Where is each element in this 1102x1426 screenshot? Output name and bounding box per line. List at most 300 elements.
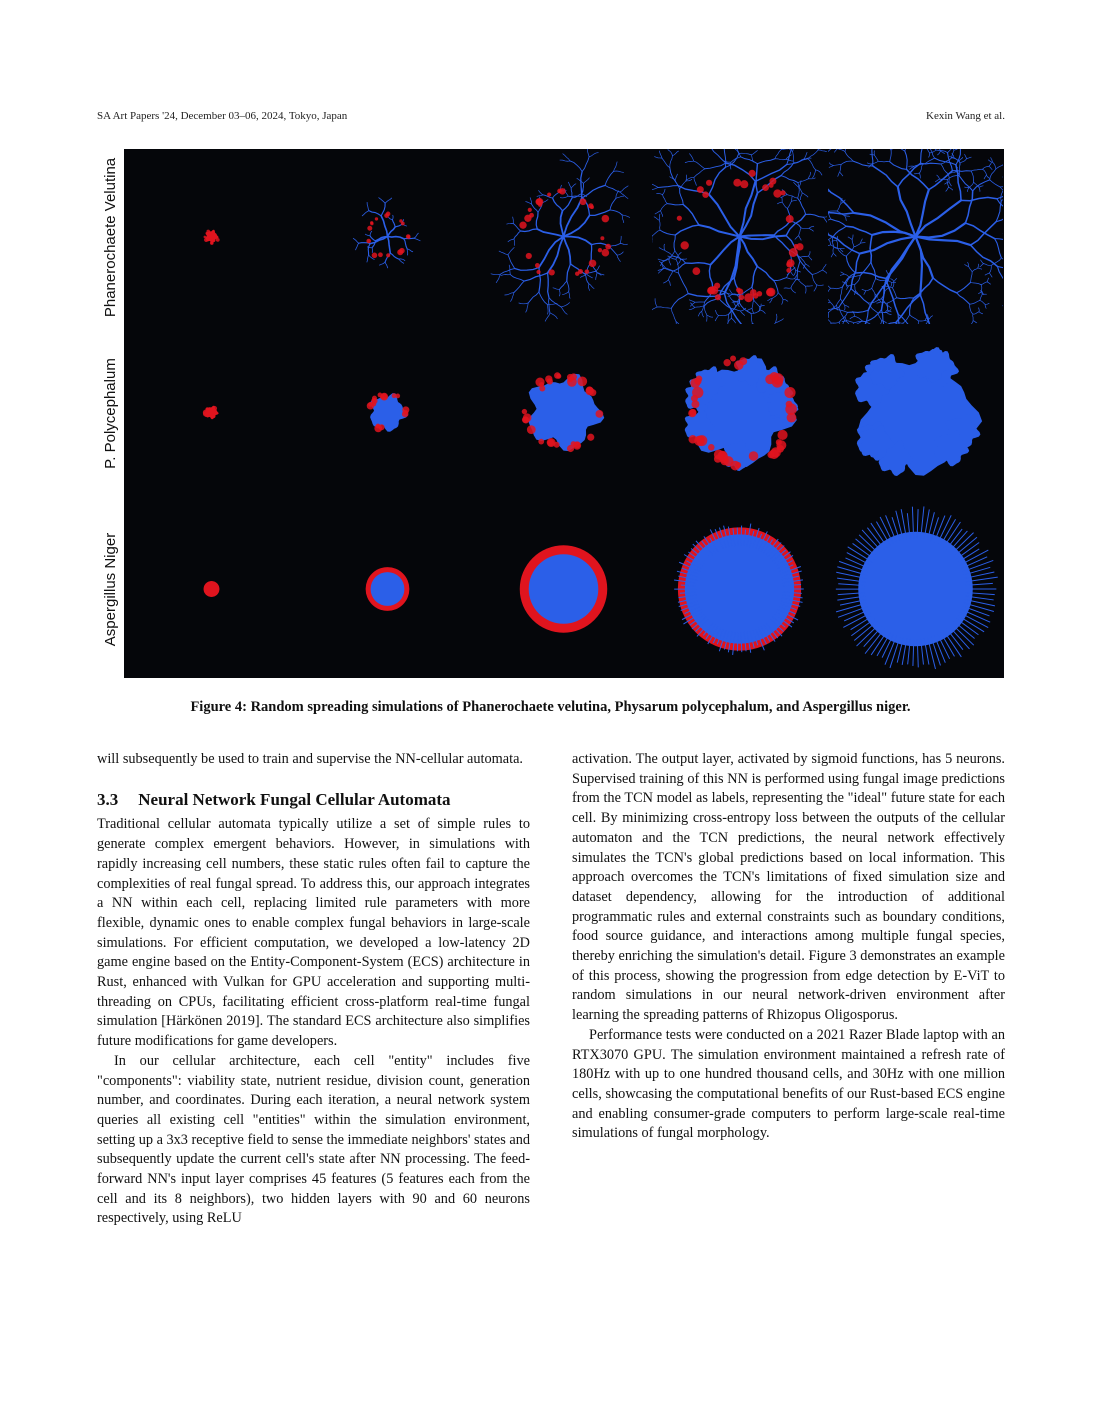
hypha-branch [971,222,996,245]
hypha-branch [791,279,797,288]
hypha-branch [775,159,786,160]
hypha-branch [667,204,683,205]
growth-front-tip [733,179,741,187]
hypha-branch [590,210,610,215]
figure-caption: Figure 4: Random spreading simulations of Phanerochaete velutina, Physarum polycephalum, and Aspergillus niger. [190,699,911,715]
growth-front-tip [691,395,698,402]
simulation-panel-niger-stage-1 [124,501,299,677]
hypha-branch [839,322,842,324]
hypha-branch [997,266,1003,284]
hypha-branch [705,163,726,169]
growth-front-tip [366,239,371,244]
hypha-branch [916,237,922,295]
hypha-branch [896,149,905,151]
hypha-branch [775,149,781,158]
hypha-branch [896,295,920,323]
hypha-branch [792,196,793,201]
growth-front-tip [395,394,400,399]
hypha-branch [390,253,399,259]
growth-front-tip [744,293,753,302]
hypha-branch [567,281,569,292]
hypha-branch [874,155,878,161]
hypha-branch [959,163,960,176]
hypha-branch [833,247,834,253]
hypha-branch [978,268,982,269]
hypha-branch [353,238,358,243]
growth-front-tip [786,268,791,273]
hypha-branch [751,150,757,154]
hypha-branch [970,304,973,314]
hypha-branch [658,186,678,188]
hypha-branch [949,187,953,190]
hypha-branch [952,171,971,172]
hypha-branch [740,235,775,236]
hypha-branch [948,149,956,153]
hypha-branch [389,217,393,220]
simulation-panel-velutina-stage-5 [828,149,1003,324]
hypha-branch [665,250,673,256]
hypha-branch [365,234,370,235]
hypha-branch [392,220,395,227]
hypha-branch [805,286,806,293]
hypha-branch [388,237,391,254]
hypha-branch [605,171,613,185]
hypha-branch [663,195,668,204]
hypha-branch [837,248,846,256]
hypha-branch [881,302,887,303]
hypha-fringe [741,526,742,546]
growth-render [300,501,475,677]
growth-front-tip [371,402,376,407]
hypha-branch [972,268,977,272]
hypha-branch [676,259,679,273]
hypha-branch [957,282,971,292]
hypha-branch [570,161,582,172]
hypha-branch [510,275,524,281]
hypha-branch [515,267,539,270]
growth-render [300,149,475,324]
hypha-branch [971,171,974,182]
hypha-branch [674,235,675,251]
hypha-branch [568,182,571,188]
hypha-branch [694,177,696,185]
hypha-branch [887,237,916,283]
hypha-branch [620,243,627,244]
hypha-branch [356,243,359,250]
hypha-branch [877,302,881,303]
hypha-branch [980,294,982,300]
growth-front-tip [740,180,748,188]
hypha-branch [741,157,758,164]
hypha-branch [582,157,589,172]
growth-front-tip [784,387,795,398]
hypha-branch [894,279,897,282]
hypha-branch [852,235,853,240]
hypha-branch [709,265,713,290]
hypha-fringe [737,632,738,651]
hypha-branch [678,273,688,294]
hypha-branch [837,241,838,248]
hypha-branch [774,278,787,281]
hypha-branch [800,193,802,200]
hypha-branch [548,273,549,298]
hypha-branch [683,204,699,225]
simulation-panel-niger-stage-3 [476,501,651,677]
growth-front-tip [524,215,531,222]
hypha-branch [757,159,775,164]
hypha-branch [786,278,794,279]
hypha-branch [970,282,981,284]
hypha-branch [921,149,925,163]
hypha-branch [715,310,718,315]
hypha-branch [891,149,896,150]
hypha-branch [702,302,705,311]
hypha-branch [407,249,413,252]
hypha-branch [805,264,809,267]
hypha-branch [752,323,758,324]
hypha-branch [388,237,404,239]
hypha-branch [793,149,794,151]
hypha-branch [970,272,972,283]
hypha-branch [588,284,589,291]
right-column [572,750,1005,1144]
hypha-branch [385,262,388,268]
hypha-branch [791,288,796,293]
growth-front-tip [777,430,787,440]
hypha-branch [799,236,801,240]
growth-front-tip [786,401,793,408]
running-head-left: SA Art Papers '24, December 03–06, 2024, Tokyo, Japan [97,110,348,122]
hypha-branch [842,320,845,324]
hypha-branch [367,202,369,210]
hypha-branch [874,322,896,324]
hypha-branch [968,187,969,191]
hypha-fringe [857,624,880,646]
hypha-branch [806,214,824,217]
hypha-branch [669,280,671,286]
growth-front-tip [767,451,774,458]
growth-front-tip [681,241,689,249]
hypha-branch [800,261,812,275]
hypha-branch [661,211,663,217]
hypha-branch [871,262,876,278]
growth-render [652,501,827,677]
hypha-branch [845,305,849,307]
hypha-branch [965,223,994,239]
growth-front-tip [528,208,532,212]
hypha-branch [809,226,814,228]
hypha-branch [668,150,673,156]
hypha-branch [989,273,992,277]
hypha-branch [881,310,883,324]
left-column [97,750,530,1229]
hypha-branch [855,316,862,320]
hypha-branch [560,281,567,289]
hypha-branch [539,292,548,305]
hypha-branch [609,243,620,246]
growth-front-tip [794,244,799,249]
hypha-branch [756,164,757,193]
growth-front-tip [789,248,798,257]
hypha-branch [752,266,757,287]
hypha-branch [841,287,843,299]
growth-render [652,325,827,500]
hypha-branch [965,154,967,158]
hypha-branch [968,266,972,272]
hypha-branch [610,198,616,210]
hypha-branch [835,308,847,312]
hypha-branch [526,202,532,204]
hypha-branch [757,266,773,280]
hypha-branch [838,172,840,176]
hypha-branch [914,278,933,298]
hypha-branch [876,279,886,281]
hypha-branch [808,178,815,179]
growth-front-tip [378,252,383,257]
hypha-branch [536,212,538,229]
hypha-branch [496,274,500,282]
growth-render [828,325,1003,500]
growth-front-tip [588,203,593,208]
hypha-branch [514,281,524,293]
hypha-branch [749,323,753,324]
hypha-branch [622,215,630,218]
hypha-branch [855,284,856,290]
hypha-branch [829,240,830,244]
hypha-branch [505,293,514,295]
hypha-branch [663,280,668,283]
hypha-branch [996,165,1003,169]
hypha-branch [752,308,754,313]
hypha-branch [971,169,982,171]
hypha-branch [833,254,836,257]
growth-front-tip [538,203,542,207]
growth-front-tip [688,409,696,417]
hypha-branch [828,323,831,324]
growth-front-tip [600,236,604,240]
hypha-branch [850,316,855,318]
hypha-branch [823,216,827,217]
hypha-branch [791,271,794,275]
hypha-branch [957,293,970,304]
hypha-branch [689,300,695,302]
simulation-panel-velutina-stage-3 [476,149,651,324]
growth-front-tip [730,356,736,362]
hypha-branch [686,263,711,265]
hypha-branch [662,158,670,168]
growth-front-tip [578,269,583,274]
hypha-branch [760,310,765,313]
hypha-branch [846,226,872,235]
colony-body [204,581,220,597]
hypha-branch [841,161,853,164]
growth-front-tip [556,374,561,379]
hypha-branch [571,184,576,188]
hypha-branch [549,298,561,307]
hypha-branch [1001,258,1003,264]
hypha-branch [596,273,597,280]
hypha-branch [719,315,729,316]
hypha-branch [614,171,624,172]
hypha-branch [659,214,660,220]
hypha-branch [799,228,801,236]
growth-front-tip [723,359,730,366]
hypha-branch [914,173,919,174]
hypha-branch [985,303,989,304]
hypha-branch [617,252,623,255]
hypha-branch [927,149,930,153]
paragraph: In our cellular architecture, each cell "entity" includes five "components": viability state, nutrient residue, division count, generation number, and coordinates. During each iteration, a neural network system queries all existing cell "entities" within the simulation environment, setting up a 3x3 receptive field to sense the immediate neighbors' states and subsequently update the current cell's state after NN processing. The feed-forward NN's input layer comprises 45 features (5 features each from the cell and its 8 neighbors), two hidden layers with 90 and 60 neurons respectively, using ReLU [97,1052,530,1227]
hypha-branch [655,211,660,214]
hypha-branch [513,217,514,223]
hypha-branch [561,303,569,307]
simulation-panel-polycephalum-stage-4 [652,325,827,500]
section-heading [97,790,530,810]
hypha-branch [822,270,827,274]
growth-front-tip [787,259,795,267]
hypha-branch [968,262,969,266]
growth-front-tip [401,222,405,226]
hypha-branch [671,294,688,309]
hypha-branch [549,298,550,313]
hypha-branch [381,203,385,216]
hypha-branch [980,264,984,267]
growth-front-tip [402,406,409,413]
hypha-branch [840,164,841,172]
hypha-branch [845,284,848,286]
growth-front-tip [526,253,532,259]
hypha-branch [844,274,850,277]
hypha-branch [816,170,822,175]
growth-front-tip [519,221,526,228]
hypha-branch [524,273,547,281]
hypha-branch [669,271,673,280]
growth-front-tip [527,425,536,434]
hypha-branch [907,169,929,189]
growth-front-tip [708,444,715,451]
hypha-branch [967,157,972,159]
hypha-branch [675,225,699,235]
growth-front-tip [734,360,744,370]
hypha-branch [846,256,855,273]
hypha-branch [861,239,863,243]
hypha-branch [980,300,985,304]
hypha-branch [392,215,393,220]
growth-front-tip [710,286,719,295]
hypha-branch [698,311,701,316]
hypha-branch [407,249,408,255]
hypha-branch [596,266,600,271]
hypha-branch [508,239,514,242]
hypha-branch [891,283,892,287]
hypha-branch [989,265,991,273]
hypha-branch [978,264,979,268]
simulation-panel-velutina-stage-2 [300,149,475,324]
hypha-branch [987,278,989,282]
growth-front-tip [776,439,782,445]
hypha-branch [873,166,898,187]
hypha-branch [620,186,628,192]
hypha-branch [617,255,620,261]
hypha-branch [878,313,882,321]
hypha-branch [916,223,966,237]
hypha-branch [519,303,528,304]
hypha-branch [587,274,593,278]
hypha-branch [795,236,799,239]
hypha-branch [739,153,751,155]
growth-front-tip [522,416,529,423]
hypha-branch [491,274,500,275]
growth-front-tip [715,294,721,300]
hypha-branch [652,187,658,190]
growth-front-tip [717,451,728,462]
growth-front-tip [762,184,769,191]
hypha-branch [550,313,557,319]
growth-render [828,501,1003,677]
hypha-branch [381,216,387,237]
growth-front-tip [545,375,552,382]
hypha-branch [671,308,676,321]
hypha-branch [887,298,896,303]
figure-4 [97,149,1004,678]
hypha-branch [867,163,871,164]
hypha-branch [654,217,659,220]
row-label-niger: Aspergillus Niger [102,532,120,647]
hypha-branch [970,300,980,304]
simulation-panel-polycephalum-stage-1 [124,325,299,500]
simulation-panel-polycephalum-stage-5 [828,325,1003,500]
hypha-branch [740,237,758,267]
hypha-branch [680,189,684,205]
hypha-branch [813,170,816,178]
hypha-branch [961,197,997,200]
growth-front-tip [677,216,682,221]
hypha-branch [848,237,852,239]
hypha-branch [589,284,594,289]
hypha-branch [610,210,622,215]
hypha-branch [882,321,887,323]
hypha-branch [947,180,949,188]
hypha-branch [514,239,515,245]
hypha-branch [707,315,713,317]
hypha-branch [661,204,668,211]
hypha-branch [675,174,677,180]
hypha-branch [567,264,571,281]
growth-front-tip [397,249,403,255]
row-label-velutina: Phanerochaete Velutina [102,157,120,317]
hypha-branch [935,179,939,182]
hypha-branch [787,201,791,208]
hypha-branch [823,217,827,226]
hypha-branch [890,162,907,170]
hypha-branch [659,248,664,250]
hypha-branch [920,165,923,173]
growth-front-tip [786,215,794,223]
section-number: 3.3 [97,789,119,809]
hypha-branch [501,274,510,275]
hypha-branch [841,272,844,274]
hypha-branch [370,231,372,235]
hypha-branch [385,198,392,203]
hypha-branch [872,232,915,237]
hypha-branch [956,165,961,201]
row-labels [97,149,124,678]
hypha-branch [663,189,665,195]
hypha-branch [920,173,921,178]
growth-front-tip [749,170,756,177]
paragraph: will subsequently be used to train and supervise the NN-cellular automata. [97,751,524,767]
hypha-branch [929,153,930,157]
